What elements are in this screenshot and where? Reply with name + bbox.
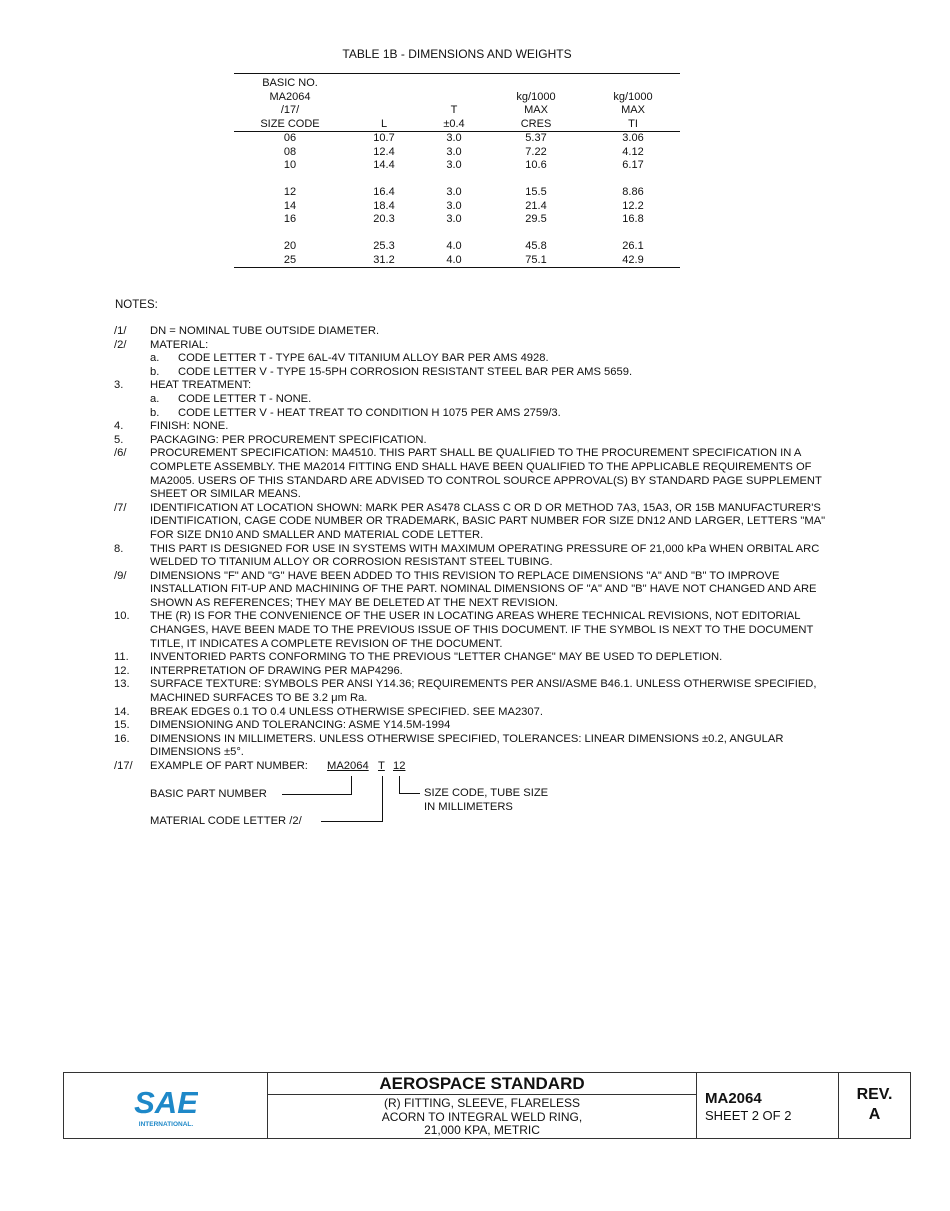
- header-line: /17/: [280, 104, 300, 116]
- note-number: 16.: [114, 732, 130, 745]
- table-cell: 5.37: [525, 132, 547, 144]
- note-number: /2/: [114, 338, 127, 351]
- note-subitem: [110, 352, 830, 366]
- standard-heading: AEROSPACE STANDARD: [268, 1073, 696, 1095]
- header-line: MAX: [524, 104, 548, 116]
- note-item: [110, 434, 830, 448]
- revision-value: A: [868, 1106, 881, 1123]
- note-number: 5.: [114, 433, 124, 446]
- table-cell: 25.3: [373, 240, 395, 252]
- table-cell: 7.22: [525, 145, 547, 158]
- note-number: /17/: [114, 760, 133, 772]
- note-item: [110, 665, 830, 679]
- table-cell: 16.4: [373, 186, 395, 198]
- note-item: [110, 733, 830, 760]
- header-line: TI: [628, 117, 638, 130]
- header-ti: [586, 74, 680, 132]
- note-subitem: [110, 366, 830, 380]
- table-cell: 12.4: [373, 145, 395, 158]
- pn-size-label-1: SIZE CODE, TUBE SIZE: [424, 787, 549, 799]
- header-line: MA2064: [269, 90, 311, 103]
- sae-logo-icon: [134, 1084, 198, 1128]
- note-text: PACKAGING: PER PROCUREMENT SPECIFICATION.: [150, 433, 427, 446]
- note-item: [110, 420, 830, 434]
- table-cell: 06: [283, 132, 297, 144]
- note-text: SURFACE TEXTURE: SYMBOLS PER ANSI Y14.36; REQUIREMENTS PER ANSI/ASME B46.1. UNLESS OTHERWISE SPECIFIED, MACHINED SURFACES TO BE 3.2 μm Ra.: [150, 678, 817, 705]
- note-number: /6/: [114, 447, 127, 460]
- notes-list: [110, 325, 830, 774]
- table-cell: 12.2: [622, 199, 644, 212]
- table-cell: 6.17: [622, 159, 644, 171]
- table-cell: 10: [283, 159, 297, 171]
- table-row: [234, 200, 680, 214]
- note-item: [110, 543, 830, 570]
- header-l: [346, 74, 422, 132]
- table-cell: 26.1: [622, 240, 644, 252]
- note-number: 4.: [114, 420, 124, 433]
- sheet-number: SHEET 2 OF 2: [705, 1108, 792, 1123]
- table-cell: 3.0: [446, 159, 462, 171]
- table-row: [234, 146, 680, 160]
- note-text: DIMENSIONING AND TOLERANCING: ASME Y14.5M-1994: [150, 719, 451, 732]
- note-number: 8.: [114, 542, 124, 555]
- table-cell: 20.3: [373, 213, 395, 225]
- note-item: [110, 719, 830, 733]
- note-item: [110, 610, 830, 651]
- table-cell: 31.2: [346, 254, 422, 268]
- note-text: MATERIAL:: [150, 338, 209, 351]
- table-cell: 18.4: [373, 199, 395, 212]
- note-number: /1/: [114, 325, 127, 337]
- table-row: [234, 159, 680, 173]
- note-text: DIMENSIONS IN MILLIMETERS. UNLESS OTHERWISE SPECIFIED, TOLERANCES: LINEAR DIMENSIONS ±0.2, ANGULAR DIMENSIONS ±5°.: [150, 732, 784, 759]
- note-text: FINISH: NONE.: [150, 420, 229, 433]
- note-text: HEAT TREATMENT:: [150, 379, 252, 392]
- document-number: MA2064: [705, 1090, 762, 1107]
- table-cell: 3.0: [446, 145, 462, 158]
- note-number: /7/: [114, 501, 127, 514]
- part-number-diagram: [110, 760, 630, 835]
- pn-material-label: MATERIAL CODE LETTER /2/: [150, 815, 302, 827]
- pn-size-leader-h: [399, 793, 420, 794]
- note-item: [110, 706, 830, 720]
- note-subitem-letter: b.: [150, 406, 160, 419]
- note-text: IDENTIFICATION AT LOCATION SHOWN: MARK PER AS478 CLASS C OR D OR METHOD 7A3, 15A3, OR 15B MANUFACTURER'S IDENTIFICATION, CAGE CODE NUMBER OR TRADEMARK, BASIC PART NUMBER FOR SIZE DN12 AND LARGER, LETTERS "MA" FOR SIZE DN10 AND SMALLER AND MATERIAL CODE LETTER.: [150, 501, 826, 541]
- table-row: [234, 186, 680, 200]
- table-row: [234, 254, 680, 268]
- pn-basic-label: BASIC PART NUMBER: [150, 788, 267, 800]
- table-cell: 42.9: [586, 254, 680, 268]
- header-line: MAX: [621, 104, 645, 116]
- sae-logo-text: SAE: [134, 1085, 198, 1120]
- sae-logo-subtext: INTERNATIONAL.: [138, 1121, 194, 1128]
- pn-base: MA2064: [327, 760, 369, 772]
- subtitle-line-3: 21,000 KPA, METRIC: [424, 1123, 540, 1137]
- pn-basic-leader-v: [351, 776, 352, 795]
- note-text: THE (R) IS FOR THE CONVENIENCE OF THE USER IN LOCATING AREAS WHERE TECHNICAL REVISIONS, NOT EDITORIAL CHANGES, HAVE BEEN MADE TO THE PREVIOUS ISSUE OF THIS DOCUMENT. IF THE SYMBOL IS NEXT TO THE DOCUMENT TITLE, IT INDICATES A COMPLETE REVISION OF THE DOCUMENT.: [150, 610, 814, 650]
- note-text: CODE LETTER T - TYPE 6AL-4V TITANIUM ALLOY BAR PER AMS 4928.: [178, 352, 549, 365]
- note-number: 3.: [114, 379, 124, 392]
- table-row: [234, 132, 680, 146]
- note-subitem: [110, 393, 830, 407]
- header-line: T: [450, 104, 458, 116]
- table-cell: 14.4: [373, 159, 395, 171]
- title-block-logo-cell: [64, 1073, 268, 1138]
- note-subitem-letter: a.: [150, 352, 160, 365]
- table-cell: 3.0: [446, 213, 462, 225]
- table-cell: 12: [283, 186, 297, 198]
- note-text: DN = NOMINAL TUBE OUTSIDE DIAMETER.: [150, 325, 380, 337]
- subtitle-line-1: (R) FITTING, SLEEVE, FLARELESS: [383, 1096, 581, 1110]
- header-line: SIZE CODE: [260, 117, 320, 130]
- note-number: 11.: [114, 651, 129, 664]
- note-text: DIMENSIONS "F" AND "G" HAVE BEEN ADDED TO THIS REVISION TO REPLACE DIMENSIONS "A" AND "B" TO IMPROVE INSTALLATION FIT-UP AND MACHINING OF THE PART. NOMINAL DIMENSIONS OF "A" AND "B" HAVE NOT CHANGED AND ARE SHOWN AS REFERENCES; THEY MAY BE DELETED AT THE NEXT REVISION.: [150, 569, 817, 609]
- note-text: INTERPRETATION OF DRAWING PER MAP4296.: [150, 664, 403, 677]
- title-block-rev-cell: [839, 1073, 910, 1138]
- pn-size-leader-v: [399, 776, 400, 794]
- table-cell: 25: [234, 254, 346, 268]
- note-text: CODE LETTER V - TYPE 15-5PH CORROSION RESISTANT STEEL BAR PER AMS 5659.: [178, 365, 633, 378]
- table-cell: 4.0: [422, 254, 486, 268]
- table-cell: 3.0: [446, 199, 462, 212]
- table-title: TABLE 1B - DIMENSIONS AND WEIGHTS: [342, 47, 572, 61]
- header-line: kg/1000: [516, 90, 556, 103]
- subtitle-line-2: ACORN TO INTEGRAL WELD RING,: [381, 1109, 583, 1124]
- note-text: CODE LETTER T - NONE.: [178, 392, 312, 405]
- note-item: [110, 379, 830, 393]
- title-block-doc-cell: [697, 1073, 839, 1138]
- table-cell: 8.86: [622, 186, 644, 198]
- header-line: L: [380, 117, 388, 130]
- title-block-title-cell: [268, 1073, 697, 1138]
- note-text: PROCUREMENT SPECIFICATION: MA4510. THIS PART SHALL BE QUALIFIED TO THE PROCUREMENT SPECIFICATION IN A COMPLETE ASSEMBLY. THE MA2014 FITTING END SHALL HAVE BEEN QUALIFIED TO THE APPLICABLE REQUIREMENTS OF MA2005. USERS OF THIS STANDARD ARE ADVISED TO CONTROL SOURCE APPROVAL(S) BY STANDARD PAGE SUPPLEMENT SHEET OR SIMILAR MEANS.: [150, 447, 822, 501]
- note-subitem-letter: b.: [150, 365, 160, 378]
- notes-heading: NOTES:: [115, 299, 158, 311]
- header-line: BASIC NO.: [262, 77, 318, 89]
- note-number: 14.: [114, 705, 130, 718]
- table-cell: 4.0: [446, 240, 462, 252]
- pn-size-label-2: IN MILLIMETERS: [424, 801, 513, 813]
- note-text: BREAK EDGES 0.1 TO 0.4 UNLESS OTHERWISE SPECIFIED. SEE MA2307.: [150, 705, 543, 718]
- note-item: [110, 447, 830, 501]
- table-cell: 14: [283, 199, 297, 212]
- table-cell: 3.0: [446, 132, 462, 144]
- table-cell: 45.8: [525, 240, 547, 252]
- table-spacer-row: [234, 173, 680, 187]
- note-item: [110, 678, 830, 705]
- note-subitem: [110, 407, 830, 421]
- note-number: /9/: [114, 569, 127, 582]
- table-cell: 4.12: [622, 145, 644, 158]
- table-spacer-row: [234, 227, 680, 241]
- header-t: [422, 74, 486, 132]
- note-text: THIS PART IS DESIGNED FOR USE IN SYSTEMS WITH MAXIMUM OPERATING PRESSURE OF 21,000 kPa WHEN ORBITAL ARC WELDED TO TITANIUM ALLOY OR CORROSION RESISTANT STEEL TUBING.: [150, 542, 820, 569]
- pn-basic-leader-h: [282, 794, 352, 795]
- header-line: kg/1000: [613, 90, 653, 103]
- note-number: 10.: [114, 610, 130, 623]
- note-number: 15.: [114, 719, 130, 732]
- pn-material-leader-v: [382, 776, 383, 822]
- note-text: EXAMPLE OF PART NUMBER:: [150, 760, 308, 772]
- pn-size: 12: [393, 760, 406, 772]
- revision-label: REV.: [856, 1086, 893, 1103]
- dimensions-table: [234, 73, 680, 268]
- note-item: [110, 651, 830, 665]
- table-row: [234, 213, 680, 227]
- header-line: ±0.4: [443, 117, 465, 130]
- header-cres: [486, 74, 586, 132]
- header-size-code: [234, 74, 346, 132]
- table-cell: 10.6: [525, 159, 547, 171]
- note-text: INVENTORIED PARTS CONFORMING TO THE PREVIOUS "LETTER CHANGE" MAY BE USED TO DEPLETION.: [150, 651, 723, 664]
- table-cell: 16.8: [622, 213, 644, 225]
- note-number: 13.: [114, 678, 130, 691]
- table-cell: 15.5: [525, 186, 547, 198]
- table-cell: 08: [283, 145, 297, 158]
- note-item: [110, 339, 830, 353]
- table-cell: 3.06: [622, 132, 644, 144]
- header-line: CRES: [520, 117, 552, 130]
- note-text: CODE LETTER V - HEAT TREAT TO CONDITION H 1075 PER AMS 2759/3.: [178, 406, 561, 419]
- table-cell: 29.5: [525, 213, 547, 225]
- note-number: 12.: [114, 664, 130, 677]
- note-item: [110, 570, 830, 611]
- table-cell: 21.4: [525, 199, 547, 212]
- note-item: [110, 325, 830, 339]
- note-subitem-letter: a.: [150, 392, 160, 405]
- table-cell: 20: [283, 240, 297, 252]
- table-cell: 10.7: [373, 132, 395, 144]
- pn-material-leader-h: [321, 821, 383, 822]
- title-block: [63, 1072, 911, 1139]
- table-cell: 3.0: [446, 186, 462, 198]
- note-item: [110, 502, 830, 543]
- pn-material: T: [378, 760, 385, 772]
- standard-subtitle: [268, 1097, 696, 1138]
- table-cell: 16: [283, 213, 297, 225]
- table-row: [234, 240, 680, 254]
- table-cell: 75.1: [486, 254, 586, 268]
